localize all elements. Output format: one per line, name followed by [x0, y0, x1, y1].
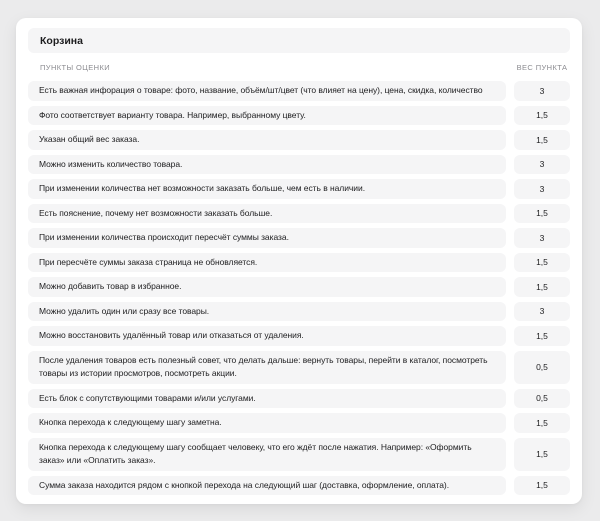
- table-row: [28, 351, 570, 384]
- table-row: [28, 413, 570, 433]
- evaluation-card: [16, 18, 582, 504]
- criterion-text: Есть пояснение, почему нет возможности заказать больше.: [28, 204, 506, 224]
- table-row: [28, 81, 570, 101]
- criterion-weight: 1,5: [514, 277, 570, 297]
- table-row: [28, 438, 570, 471]
- criterion-weight: 1,5: [514, 413, 570, 433]
- criterion-text: При изменении количества происходит пересчёт суммы заказа.: [28, 228, 506, 248]
- table-row: [28, 253, 570, 273]
- table-column-header: [28, 53, 570, 81]
- criterion-weight: 3: [514, 179, 570, 199]
- card-title-band: [28, 28, 570, 53]
- criterion-text: Есть блок с сопутствующими товарами и/или услугами.: [28, 389, 506, 409]
- criterion-text: Кнопка перехода к следующему шагу сообщает человеку, что его ждёт после нажатия. Например: «Оформить заказ» или «Оплатить заказ».: [28, 438, 506, 471]
- criterion-weight: 0,5: [514, 389, 570, 409]
- criterion-weight: 1,5: [514, 438, 570, 471]
- criterion-weight: 1,5: [514, 106, 570, 126]
- criterion-text: При пересчёте суммы заказа страница не обновляется.: [28, 253, 506, 273]
- criterion-text: Можно восстановить удалённый товар или отказаться от удаления.: [28, 326, 506, 346]
- criterion-text: Можно изменить количество товара.: [28, 155, 506, 175]
- table-row: [28, 228, 570, 248]
- column-header-criteria: ПУНКТЫ ОЦЕНКИ: [40, 62, 111, 72]
- criterion-text: Указан общий вес заказа.: [28, 130, 506, 150]
- criterion-text: Можно удалить один или сразу все товары.: [28, 302, 506, 322]
- table-row: [28, 389, 570, 409]
- table-row: [28, 326, 570, 346]
- table-row: [28, 106, 570, 126]
- criterion-weight: 3: [514, 228, 570, 248]
- criterion-weight: 1,5: [514, 204, 570, 224]
- criterion-weight: 1,5: [514, 130, 570, 150]
- criterion-text: Сумма заказа находится рядом с кнопкой перехода на следующий шаг (доставка, оформление, оплата).: [28, 476, 506, 496]
- criterion-text: Кнопка перехода к следующему шагу заметна.: [28, 413, 506, 433]
- criterion-text: Можно добавить товар в избранное.: [28, 277, 506, 297]
- criterion-text: При изменении количества нет возможности заказать больше, чем есть в наличии.: [28, 179, 506, 199]
- criterion-text: Есть важная инфорация о товаре: фото, название, объём/шт/цвет (что влияет на цену), цена, скидка, количество: [28, 81, 506, 101]
- table-row: [28, 179, 570, 199]
- table-row: [28, 130, 570, 150]
- criterion-weight: 0,5: [514, 351, 570, 384]
- table-row: [28, 155, 570, 175]
- criteria-table-body: [28, 81, 570, 495]
- page-title: Корзина: [40, 34, 83, 47]
- criterion-weight: 3: [514, 81, 570, 101]
- criterion-weight: 1,5: [514, 253, 570, 273]
- criterion-weight: 3: [514, 302, 570, 322]
- criterion-weight: 1,5: [514, 476, 570, 496]
- criterion-text: После удаления товаров есть полезный совет, что делать дальше: вернуть товары, перейти в каталог, посмотреть товары из истории просмотров, посмотреть акции.: [28, 351, 506, 384]
- column-header-weight: ВЕС ПУНКТА: [516, 62, 568, 72]
- table-row: [28, 476, 570, 496]
- table-row: [28, 302, 570, 322]
- criterion-text: Фото соответствует варианту товара. Например, выбранному цвету.: [28, 106, 506, 126]
- criterion-weight: 3: [514, 155, 570, 175]
- table-row: [28, 204, 570, 224]
- criterion-weight: 1,5: [514, 326, 570, 346]
- table-row: [28, 277, 570, 297]
